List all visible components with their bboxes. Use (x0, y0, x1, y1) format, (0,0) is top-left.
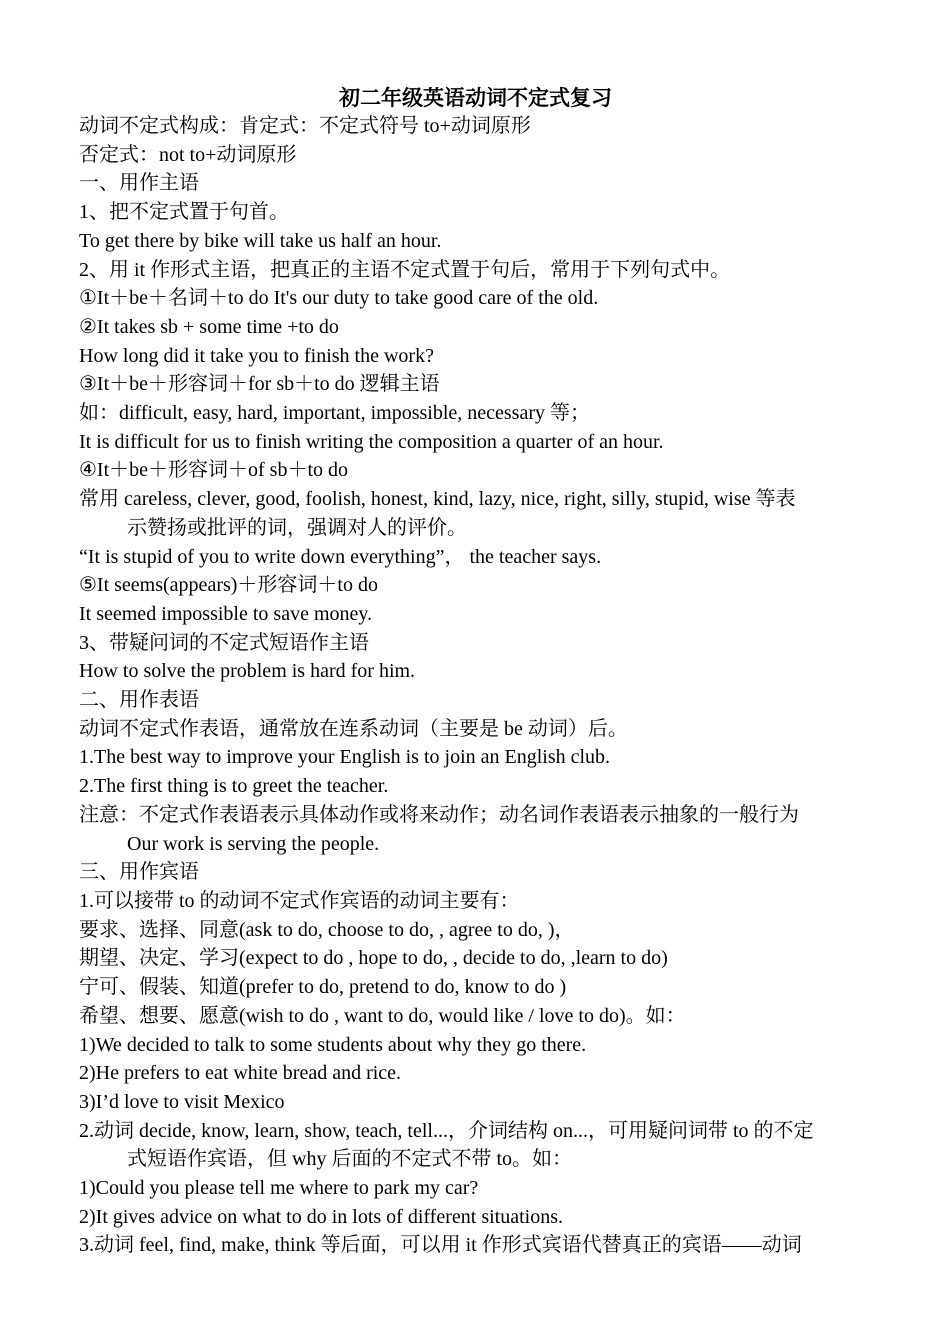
text-line: 宁可、假装、知道(prefer to do, pretend to do, know to do ) (79, 976, 567, 999)
text-line: 注意：不定式作表语表示具体动作或将来动作；动名词作表语表示抽象的一般行为 (79, 803, 799, 826)
text-line: It seemed impossible to save money. (79, 602, 373, 625)
text-line: 1.可以接带 to 的动词不定式作宾语的动词主要有： (79, 889, 520, 912)
text-line: ②It takes sb + some time +to do (79, 315, 339, 338)
text-line: 1)Could you please tell me where to park my car? (79, 1177, 479, 1200)
text-line: 期望、决定、学习(expect to do , hope to do, , decide to do, ,learn to do) (79, 947, 668, 970)
text-line: 3)I’d love to visit Mexico (79, 1090, 285, 1113)
text-line: 2)He prefers to eat white bread and rice. (79, 1062, 402, 1085)
text-line: 2)It gives advice on what to do in lots of different situations. (79, 1205, 563, 1228)
text-line: 3、带疑问词的不定式短语作主语 (79, 631, 369, 654)
text-line: How to solve the problem is hard for him. (79, 660, 416, 683)
text-line: 1)We decided to talk to some students about why they go there. (79, 1033, 587, 1056)
text-line: 一、用作主语 (79, 172, 199, 195)
text-line: Our work is serving the people. (127, 832, 380, 855)
text-line: 2、用 it 作形式主语，把真正的主语不定式置于句后，常用于下列句式中。 (79, 258, 731, 281)
text-line: 二、用作表语 (79, 689, 199, 712)
text-line: ⑤It seems(appears)＋形容词＋to do (79, 574, 378, 597)
text-line: 式短语作宾语，但 why 后面的不定式不带 to。如： (127, 1148, 572, 1171)
text-line: 否定式：not to+动词原形 (79, 143, 297, 166)
text-line: 常用 careless, clever, good, foolish, honest, kind, lazy, nice, right, silly, stupid, wise 等表 (79, 488, 796, 511)
text-line: It is difficult for us to finish writing the composition a quarter of an hour. (79, 430, 664, 453)
text-line: ③It＋be＋形容词＋for sb＋to do 逻辑主语 (79, 373, 440, 396)
text-line: 示赞扬或批评的词，强调对人的评价。 (127, 516, 467, 539)
text-line: ④It＋be＋形容词＋of sb＋to do (79, 459, 349, 482)
text-line: 2.The first thing is to greet the teacher. (79, 775, 389, 798)
text-line: 要求、选择、同意(ask to do, choose to do, , agree to do, )， (79, 918, 575, 941)
text-line: How long did it take you to finish the work? (79, 344, 434, 367)
text-line: 3.动词 feel, find, make, think 等后面，可以用 it 作形式宾语代替真正的宾语——动词 (79, 1234, 802, 1257)
text-line: “It is stupid of you to write down everything”， the teacher says. (79, 545, 602, 568)
text-line: 希望、想要、愿意(wish to do , want to do, would like / love to do)。如： (79, 1004, 686, 1027)
text-line: ①It＋be＋名词＋to do It's our duty to take good care of the old. (79, 287, 599, 310)
text-line: 三、用作宾语 (79, 861, 199, 884)
text-line: To get there by bike will take us half an hour. (79, 229, 442, 252)
text-line: 2.动词 decide, know, learn, show, teach, tell...，介词结构 on...，可用疑问词带 to 的不定 (79, 1119, 814, 1142)
text-line: 动词不定式构成：肯定式：不定式符号 to+动词原形 (79, 115, 531, 137)
text-line: 1、把不定式置于句首。 (79, 201, 289, 224)
document-title: 初二年级英语动词不定式复习 (339, 86, 612, 110)
text-line: 动词不定式作表语，通常放在连系动词（主要是 be 动词）后。 (79, 717, 628, 740)
document-body (79, 112, 872, 1260)
text-line: 如：difficult, easy, hard, important, impossible, necessary 等； (79, 402, 591, 425)
text-line: 1.The best way to improve your English is to join an English club. (79, 746, 611, 769)
